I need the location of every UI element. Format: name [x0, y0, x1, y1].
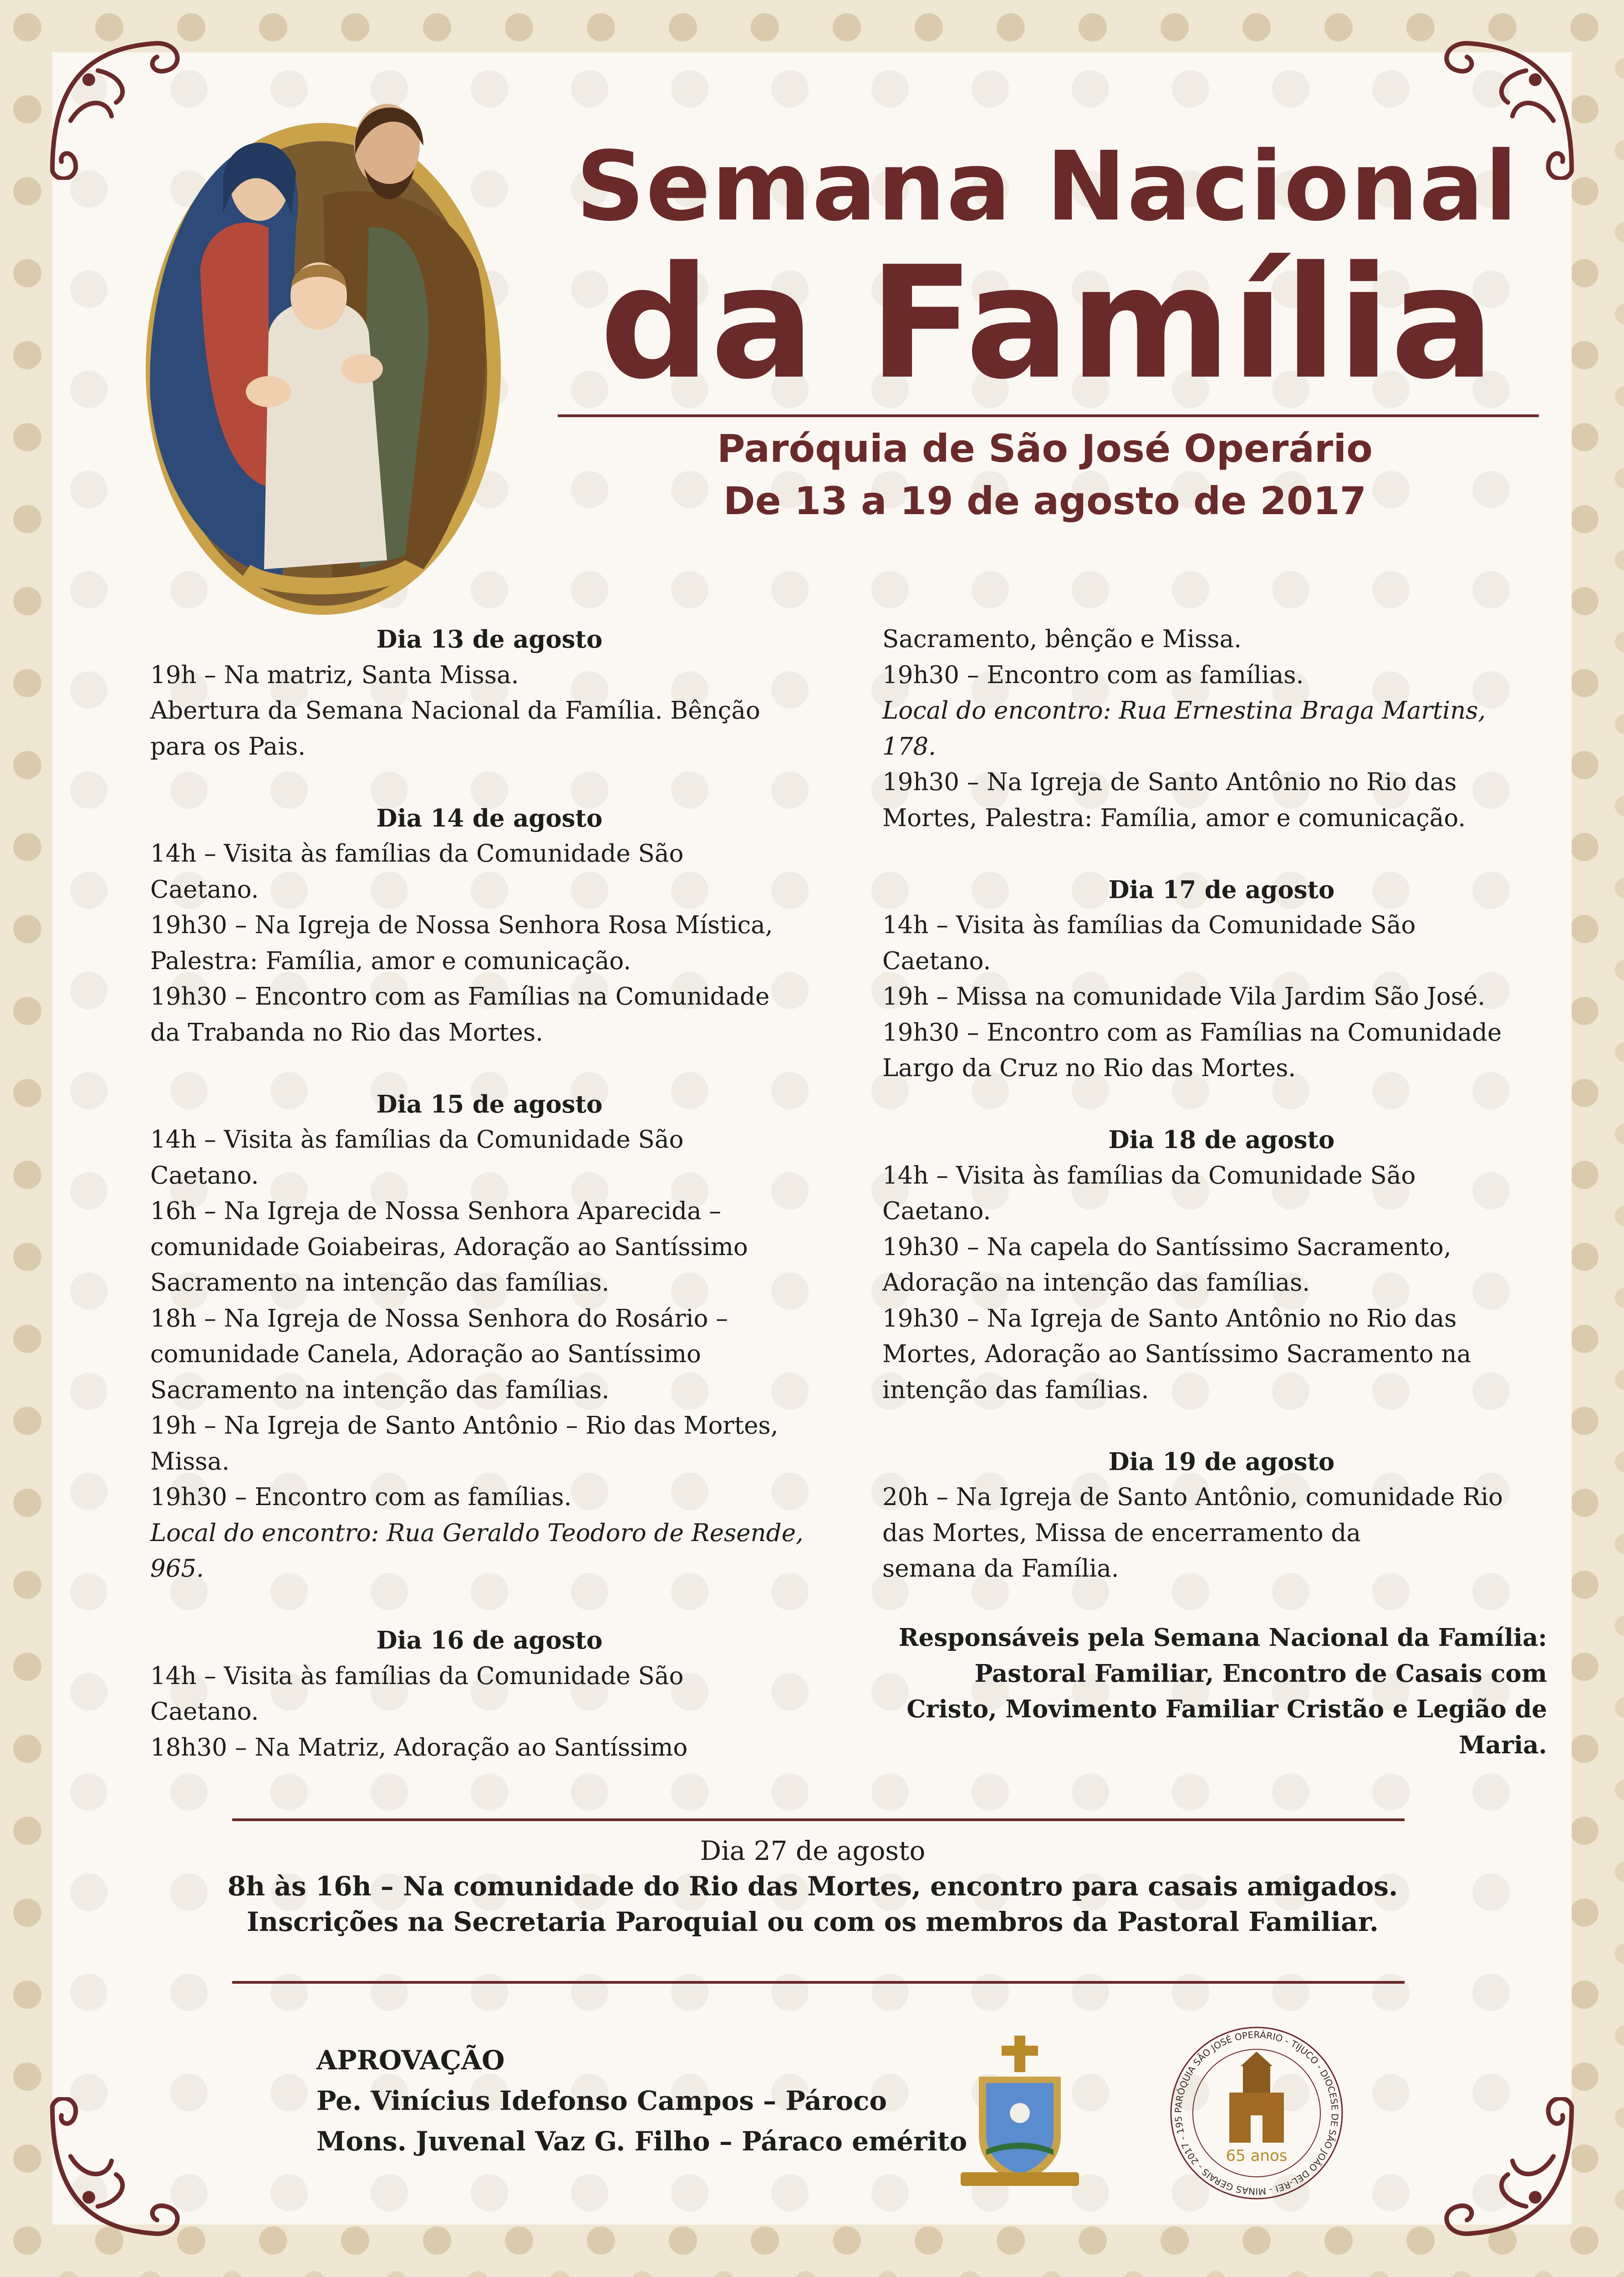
schedule-line: Caetano. [882, 947, 991, 975]
schedule-line: das Mortes, Missa de encerramento da [882, 1519, 1361, 1547]
schedule-line: 19h30 – Encontro com as Famílias na Comunidade [882, 1018, 1502, 1047]
schedule-line: comunidade Goiabeiras, Adoração ao Santíssimo [150, 1233, 748, 1261]
event-dates: De 13 a 19 de agosto de 2017 [723, 479, 1367, 523]
schedule-line: Mortes, Palestra: Família, amor e comunicação. [882, 804, 1466, 832]
schedule-right-column [882, 622, 1561, 1587]
meeting-location: Local do encontro: Rua Geraldo Teodoro de Resende, [150, 1519, 804, 1547]
spacer [882, 1408, 1561, 1444]
anniversary-seal [1168, 2024, 1345, 2202]
parish-crest-logo [956, 2036, 1084, 2190]
schedule-line: 18h – Na Igreja de Nossa Senhora do Rosário – [150, 1304, 728, 1333]
schedule-line: Missa. [150, 1447, 230, 1475]
meeting-location: 178. [882, 732, 937, 761]
schedule-line: 19h30 – Na Igreja de Santo Antônio no Rio das [882, 1304, 1457, 1333]
responsibles-line: Maria. [1459, 1731, 1547, 1759]
page-title-line-2: da Família [599, 233, 1495, 414]
schedule-line: semana da Família. [882, 1555, 1119, 1583]
schedule-line: 19h30 – Na Igreja de Santo Antônio no Rio das [882, 768, 1457, 796]
responsibles-line: Cristo, Movimento Familiar Cristão e Legião de [906, 1695, 1547, 1723]
schedule-line: 19h30 – Na capela do Santíssimo Sacramento, [882, 1233, 1451, 1261]
responsibles-note [882, 1620, 1547, 1763]
day-heading: Dia 14 de agosto [376, 804, 603, 832]
special-event-day: Dia 27 de agosto [700, 1835, 926, 1866]
schedule-line: 19h30 – Encontro com as famílias. [882, 661, 1304, 689]
flourish-ornament [43, 2097, 193, 2247]
schedule-line: 19h30 – Encontro com as famílias. [150, 1483, 572, 1511]
responsibles-line: Responsáveis pela Semana Nacional da Família: [898, 1624, 1547, 1652]
responsibles-line: Pastoral Familiar, Encontro de Casais com [974, 1659, 1547, 1688]
schedule-line: Palestra: Família, amor e comunicação. [150, 947, 631, 975]
section-divider [232, 1981, 1405, 1984]
seal-ring-text: PARÓQUIA SÃO JOSÉ OPERÁRIO - TIJUCO - DIOCESE DE SÃO JOÃO DEL-REI - MINAS GERAIS - 2017 - 195 [1172, 2029, 1341, 2197]
schedule-line: 14h – Visita às famílias da Comunidade São [882, 1161, 1416, 1190]
day-heading: Dia 13 de agosto [376, 625, 603, 653]
spacer [882, 836, 1561, 872]
schedule-line: para os Pais. [150, 732, 306, 761]
approval-signatory: Pe. Vinícius Idefonso Campos – Pároco [316, 2085, 887, 2116]
schedule-line: 20h – Na Igreja de Santo Antônio, comunidade Rio [882, 1483, 1503, 1511]
schedule-line: Caetano. [150, 1161, 259, 1190]
special-event-registration: Inscrições na Secretaria Paroquial ou com os membros da Pastoral Familiar. [246, 1906, 1379, 1937]
schedule-line: da Trabanda no Rio das Mortes. [150, 1018, 543, 1047]
approval-block [316, 2040, 967, 2162]
spacer [150, 1587, 829, 1623]
meeting-location: 965. [150, 1555, 204, 1583]
day-heading: Dia 16 de agosto [376, 1626, 603, 1654]
schedule-line: Caetano. [150, 1698, 259, 1726]
flourish-ornament [1431, 2097, 1581, 2247]
schedule-line: Largo da Cruz no Rio das Mortes. [882, 1054, 1296, 1082]
schedule-line: Abertura da Semana Nacional da Família. Bênção [150, 697, 760, 725]
holy-family-statue-image [132, 77, 510, 615]
schedule-line: comunidade Canela, Adoração ao Santíssimo [150, 1340, 701, 1368]
section-divider [232, 1818, 1405, 1821]
schedule-line: Caetano. [882, 1197, 991, 1225]
schedule-line: intenção das famílias. [882, 1376, 1149, 1404]
schedule-line: Sacramento na intenção das famílias. [150, 1376, 610, 1404]
schedule-line: 14h – Visita às famílias da Comunidade São [150, 1662, 684, 1690]
schedule-line: 14h – Visita às famílias da Comunidade São [150, 1126, 684, 1154]
day-heading: Dia 17 de agosto [1108, 875, 1335, 904]
schedule-line: 19h30 – Na Igreja de Nossa Senhora Rosa Mística, [150, 911, 773, 939]
schedule-line: 19h – Na matriz, Santa Missa. [150, 661, 519, 689]
schedule-line: Caetano. [150, 875, 259, 904]
parish-name: Paróquia de São José Operário [717, 426, 1373, 471]
schedule-line: 19h30 – Encontro com as Famílias na Comunidade [150, 983, 770, 1011]
title-divider [558, 414, 1539, 417]
spacer [150, 1051, 829, 1087]
meeting-location: Local do encontro: Rua Ernestina Braga Martins, [882, 697, 1486, 725]
schedule-line: 18h30 – Na Matriz, Adoração ao Santíssimo [150, 1733, 688, 1761]
approval-heading: APROVAÇÃO [316, 2045, 505, 2076]
day-heading: Dia 15 de agosto [376, 1090, 603, 1118]
schedule-line: Adoração na intenção das famílias. [882, 1269, 1310, 1297]
schedule-line: 19h – Na Igreja de Santo Antônio – Rio das Mortes, [150, 1412, 779, 1440]
schedule-line: 19h – Missa na comunidade Vila Jardim São José. [882, 983, 1486, 1011]
schedule-line: Sacramento, bênção e Missa. [882, 625, 1242, 653]
page-title-line-1: Semana Nacional [576, 131, 1518, 242]
seal-anniversary-label: 65 anos [1226, 2147, 1288, 2165]
approval-signatory: Mons. Juvenal Vaz G. Filho – Páraco emérito [316, 2126, 967, 2157]
schedule-line: 14h – Visita às famílias da Comunidade São [150, 840, 684, 868]
day-heading: Dia 18 de agosto [1108, 1126, 1335, 1154]
schedule-left-column [150, 622, 829, 1766]
schedule-line: 14h – Visita às famílias da Comunidade São [882, 911, 1416, 939]
spacer [150, 765, 829, 801]
spacer [882, 1087, 1561, 1123]
schedule-line: Mortes, Adoração ao Santíssimo Sacramento na [882, 1340, 1471, 1368]
schedule-line: 16h – Na Igreja de Nossa Senhora Aparecida – [150, 1197, 721, 1225]
special-event-details: 8h às 16h – Na comunidade do Rio das Mortes, encontro para casais amigados. [227, 1871, 1398, 1902]
schedule-line: Sacramento na intenção das famílias. [150, 1269, 610, 1297]
day-heading: Dia 19 de agosto [1108, 1447, 1335, 1476]
